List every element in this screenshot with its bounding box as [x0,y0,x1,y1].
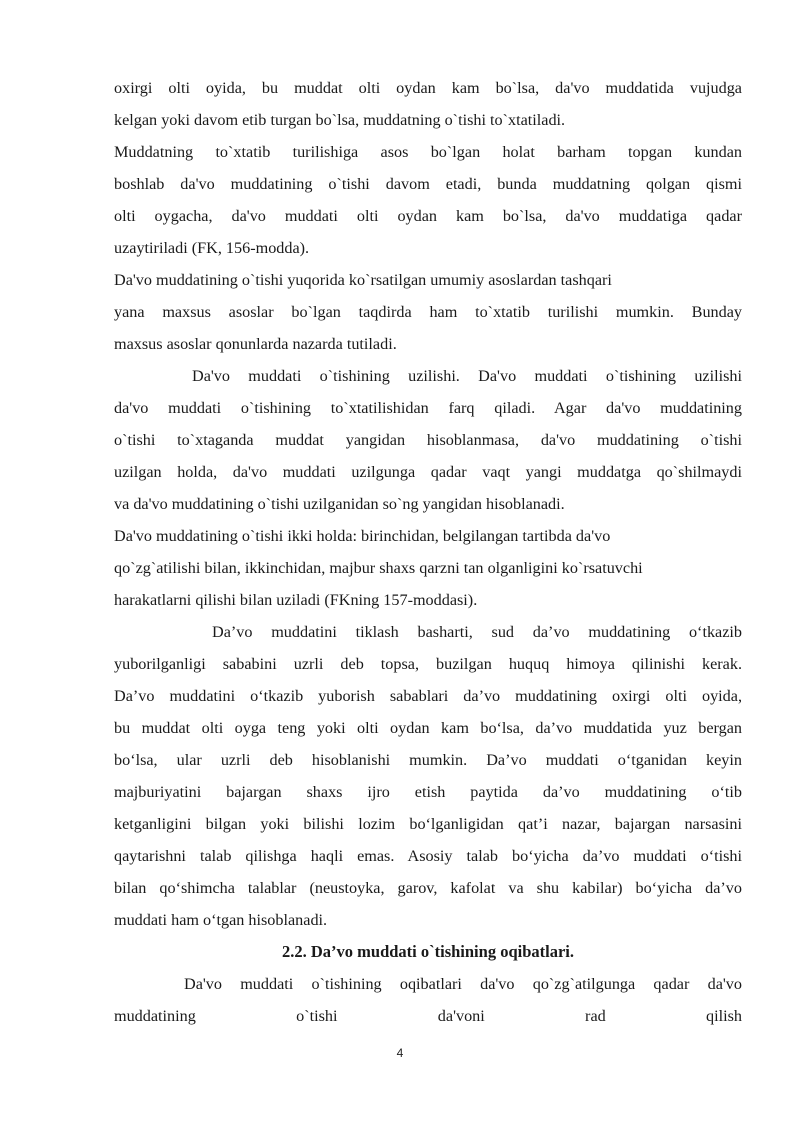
text-line: olti oygacha, da'vo muddati olti oydan kam bo`lsa, da'vo muddatiga qadar [114,207,742,225]
text-line: ketganligini bilgan yoki bilishi lozim bo‘lganligidan qat’i nazar, bajargan narsasini [114,815,742,833]
text-line: yana maxsus asoslar bo`lgan taqdirda ham to`xtatib turilishi mumkin. Bunday [114,303,742,321]
document-body [114,72,742,1032]
text-line: bu muddat olti oyga teng yoki olti oydan kam bo‘lsa, da’vo muddatida yuz bergan [114,719,742,737]
page-number: 4 [396,1046,404,1060]
text-line: Muddatning to`xtatib turilishiga asos bo`lgan holat barham topgan kundan [114,143,742,161]
text-line: va da'vo muddatining o`tishi uzilganidan so`ng yangidan hisoblanadi. [114,495,565,513]
text-line: majburiyatini bajargan shaxs ijro etish paytida da’vo muddatining o‘tib [114,783,742,801]
text-line: maxsus asoslar qonunlarda nazarda tutiladi. [114,335,397,353]
section-intro-line: Da’vo muddatini tiklash basharti, sud da’vo muddatining o‘tkazib [212,623,742,641]
text-line: bo‘lsa, ular uzrli deb hisoblanishi mumkin. Da’vo muddati o‘tganidan keyin [114,751,742,769]
text-line: kelgan yoki davom etib turgan bo`lsa, muddatning o`tishi to`xtatiladi. [114,111,566,129]
text-line: o`tishi to`xtaganda muddat yangidan hisoblanmasa, da'vo muddatining o`tishi [114,431,742,449]
text-line: uzaytiriladi (FK, 156-modda). [114,239,310,257]
text-line: qo`zg`atilishi bilan, ikkinchidan, majbur shaxs qarzni tan olganligini ko`rsatuvchi [114,559,643,577]
section-heading: 2.2. Da’vo muddati o`tishining oqibatlari. [281,942,574,961]
text-line: uzilgan holda, da'vo muddati uzilgunga qadar vaqt yangi muddatga qo`shilmaydi [114,463,742,481]
text-line: Da’vo muddatini o‘tkazib yuborish sabablari da’vo muddatining oxirgi olti oyida, [114,687,742,705]
text-line: muddatining o`tishi da'voni rad qilish [114,1007,742,1025]
text-line: Da'vo muddatining o`tishi yuqorida ko`rsatilgan umumiy asoslardan tashqari [114,271,612,289]
text-line: yuborilganligi sababini uzrli deb topsa, buzilgan huquq himoya qilinishi kerak. [114,655,742,673]
text-line: da'vo muddati o`tishining to`xtatilishidan farq qiladi. Agar da'vo muddatining [114,399,742,417]
text-line: Da'vo muddatining o`tishi ikki holda: birinchidan, belgilangan tartibda da'vo [114,527,611,545]
section-intro-line: Da'vo muddati o`tishining oqibatlari da'vo qo`zg`atilgunga qadar da'vo [184,975,742,993]
text-line: harakatlarni qilishi bilan uziladi (FKning 157-moddasi). [114,591,478,609]
text-line: oxirgi olti oyida, bu muddat olti oydan kam bo`lsa, da'vo muddatida vujudga [114,79,742,97]
text-line: boshlab da'vo muddatining o`tishi davom etadi, bunda muddatning qolgan qismi [114,175,742,193]
text-line: muddati ham o‘tgan hisoblanadi. [114,911,328,929]
text-line: qaytarishni talab qilishga haqli emas. Asosiy talab bo‘yicha da’vo muddati o‘tishi [114,847,742,865]
text-line: bilan qo‘shimcha talablar (neustoyka, garov, kafolat va shu kabilar) bo‘yicha da’vo [114,879,742,897]
section-intro-line: Da'vo muddati o`tishining uzilishi. Da'vo muddati o`tishining uzilishi [192,367,742,385]
